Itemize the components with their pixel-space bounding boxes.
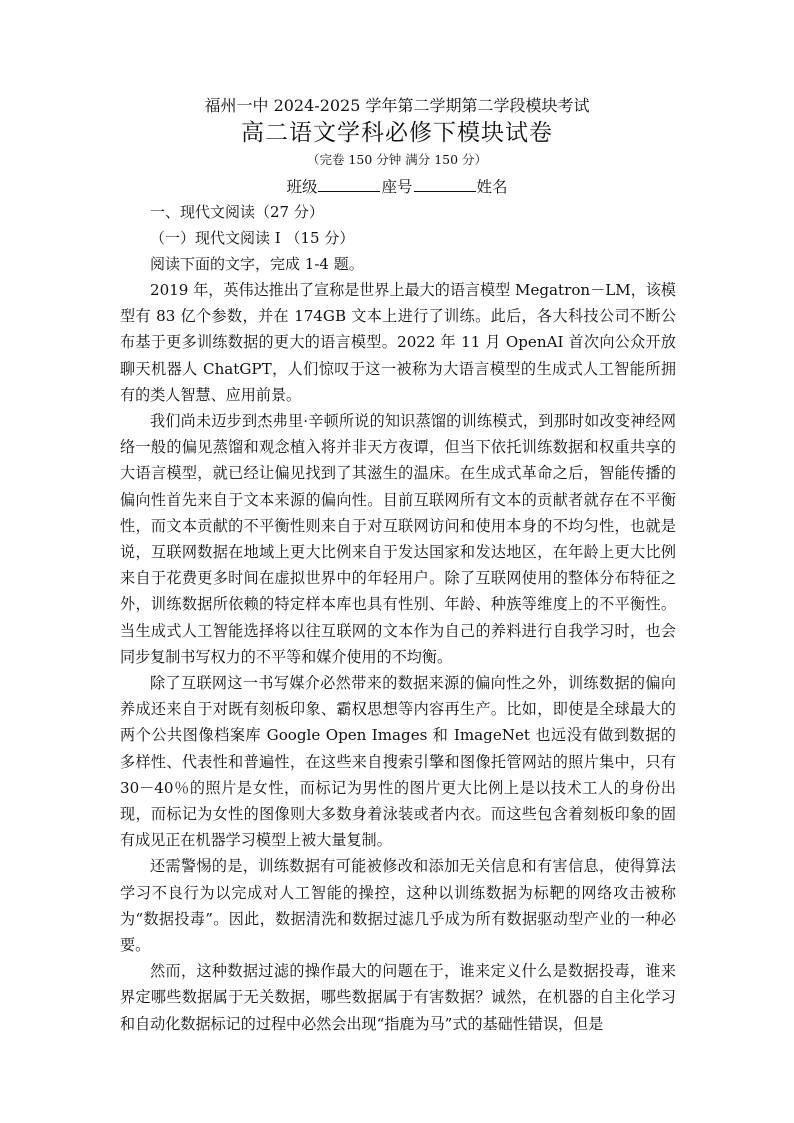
passage-paragraph-3: 除了互联网这一书写媒介必然带来的数据来源的偏向性之外，训练数据的偏向养成还来自于对既有刻板印象、霸权思想等内容再生产。比如，即使是全球最大的两个公共图像档案库 Google Open Images 和 ImageNet 也远没有做到数据的多样性、代表性和普遍性，在这些来自搜索引擎和图像托管网站的照片集中，只有 30－40％的照片是女性，而标记为男性的图片更大比例上是以技术工人的身份出现，而标记为女性的图像则大多数身着泳装或者内衣。而这些包含着刻板印象的固有成见正在机器学习模型上被大量复制。 xyxy=(120,674,676,850)
exam-school-line: 福州一中 2024-2025 学年第二学期第二学段模块考试 xyxy=(204,96,590,115)
reading-passage xyxy=(120,277,676,1037)
passage-paragraph-5: 然而，这种数据过滤的操作最大的问题在于，谁来定义什么是数据投毒，谁来界定哪些数据属于无关数据，哪些数据属于有害数据？诚然，在机器的自主化学习和自动化数据标记的过程中必然会出现“指鹿为马”式的基础性错误，但是 xyxy=(120,962,676,1033)
exam-title: 高二语文学科必修下模块试卷 xyxy=(241,120,553,146)
exam-info: （完卷 150 分钟 满分 150 分） xyxy=(306,152,488,167)
class-label: 班级 xyxy=(286,178,318,196)
passage-paragraph-2: 我们尚未迈步到杰弗里·辛顿所说的知识蒸馏的训练模式，到那时如改变神经网络一般的偏见蒸馏和观念植入将并非天方夜谭，但当下依托训练数据和权重共享的大语言模型，就已经让偏见找到了其滋生的温床。在生成式革命之后，智能传播的偏向性首先来自于文本来源的偏向性。目前互联网所有文本的贡献者就存在不平衡性，而文本贡献的不平衡性则来自于对互联网访问和使用本身的不均匀性，也就是说，互联网数据在地域上更大比例来自于发达国家和发达地区，在年龄上更大比例来自于花费更多时间在虚拟世界中的年轻用户。除了互联网使用的整体分布特征之外，训练数据所依赖的特定样本库也具有性别、年龄、种族等维度上的不平衡性。当生成式人工智能选择将以往互联网的文本作为自己的养料进行自我学习时，也会同步复制书写权力的不平等和媒介使用的不均衡。 xyxy=(120,412,676,666)
subsection-heading-reading-one: （一）现代文阅读 I （15 分） xyxy=(150,229,355,247)
reading-instruction: 阅读下面的文字，完成 1-4 题。 xyxy=(150,255,364,273)
seat-blank xyxy=(414,175,476,192)
passage-paragraph-4: 还需警惕的是，训练数据有可能被修改和添加无关信息和有害信息，使得算法学习不良行为以完成对人工智能的操控，这种以训练数据为标靶的网络攻击被称为“数据投毒”。因此，数据清洗和数据过滤几乎成为所有数据驱动型产业的一种必要。 xyxy=(120,857,676,955)
seat-label: 座号 xyxy=(381,178,413,196)
passage-paragraph-1: 2019 年，英伟达推出了宣称是世界上最大的语言模型 Megatron－LM，该模型有 83 亿个参数，并在 174GB 文本上进行了训练。此后，各大科技公司不断公布基于更多训练数据的更大的语言模型。2022 年 11 月 OpenAI 首次向公众开放聊天机器人 ChatGPT，人们惊叹于这一被称为大语言模型的生成式人工智能所拥有的类人智慧、应用前景。 xyxy=(120,281,676,404)
section-heading-modern-reading: 一、现代文阅读（27 分） xyxy=(150,203,324,221)
student-info-fields xyxy=(120,175,674,199)
class-blank xyxy=(318,175,380,192)
name-label: 姓名 xyxy=(476,178,508,196)
